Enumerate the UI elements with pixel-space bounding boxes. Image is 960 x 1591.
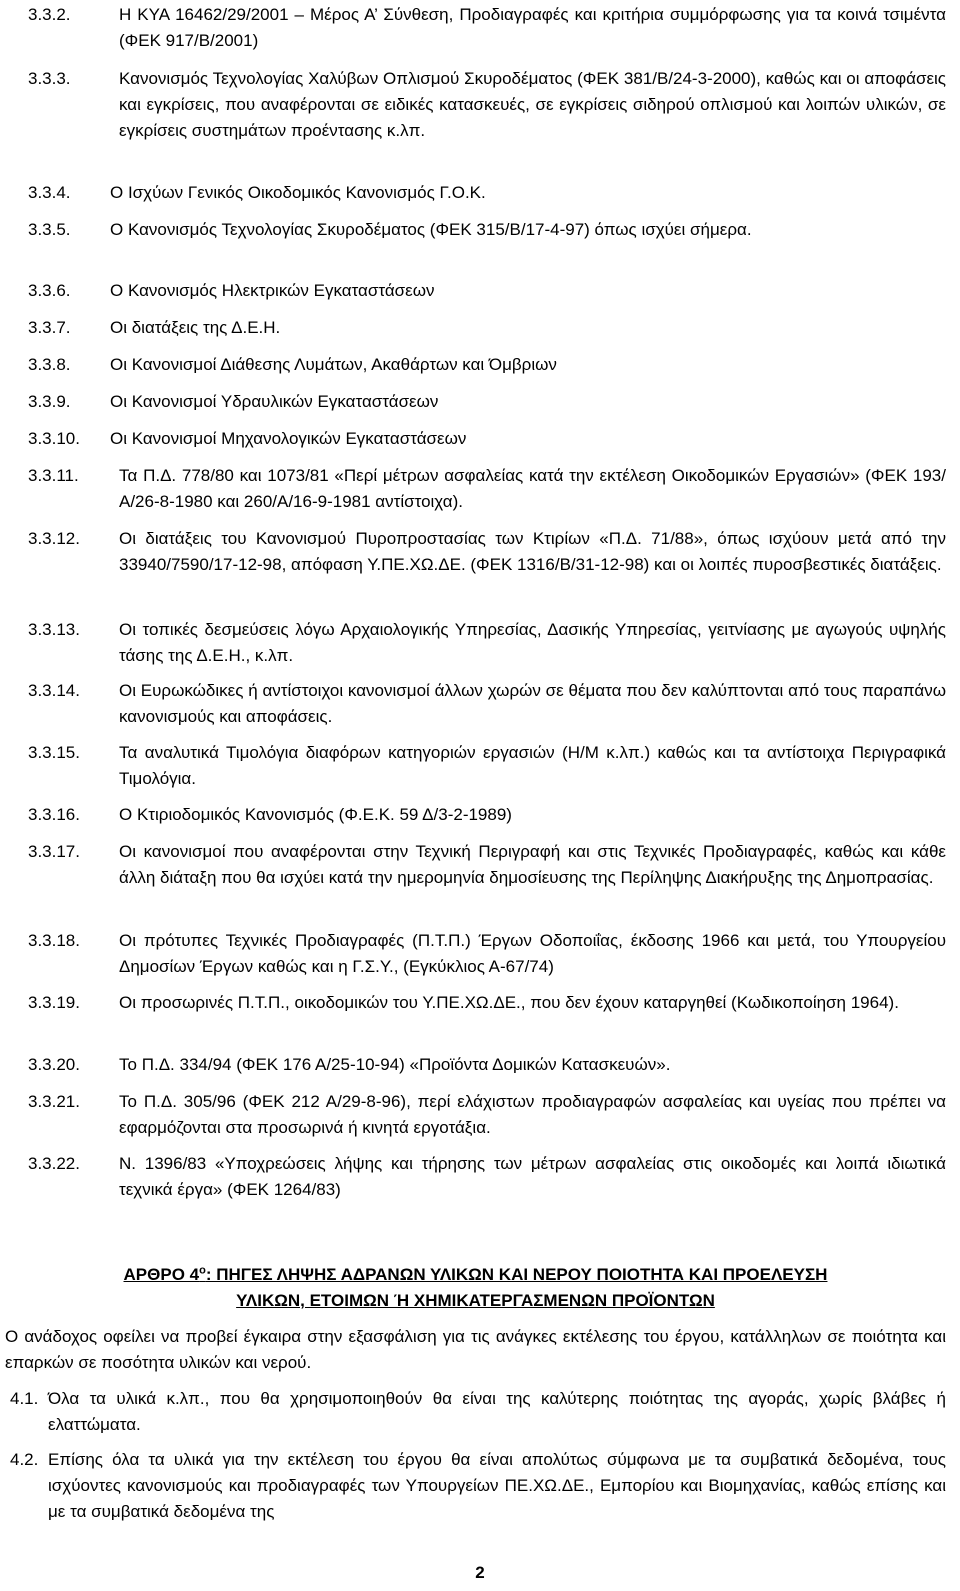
article-heading-line: ΥΛΙΚΩΝ, ΕΤΟΙΜΩΝ Ή ΧΗΜΙΚΑΤΕΡΓΑΣΜΕΝΩΝ ΠΡΟΪΟΝΤΩΝ	[236, 1291, 715, 1310]
item-number: 4.2.	[10, 1450, 39, 1469]
item-text: Οι Ευρωκώδικες ή αντίστοιχοι κανονισμοί άλλων χωρών σε θέματα που δεν καλύπτονται από τους παραπάνω κανονισμούς και αποφάσεις.	[119, 681, 946, 726]
item-number: 3.3.16.	[28, 805, 80, 824]
item-number: 3.3.18.	[28, 931, 80, 950]
item-text: Το Π.Δ. 334/94 (ΦΕΚ 176 Α/25-10-94) «Προϊόντα Δομικών Κατασκευών».	[119, 1055, 671, 1074]
item-text: Οι διατάξεις της Δ.Ε.Η.	[110, 318, 281, 337]
item-text: Οι πρότυπες Τεχνικές Προδιαγραφές (Π.Τ.Π.) Έργων Οδοποιΐας, έκδοσης 1966 και μετά, του Υπουργείου Δημοσίων Έργων καθώς και η Γ.Σ.Υ., (Εγκύκλιος Α-67/74)	[119, 931, 946, 976]
item-number: 3.3.4.	[28, 183, 71, 202]
item-number: 3.3.21.	[28, 1092, 80, 1111]
item-number: 3.3.13.	[28, 620, 80, 639]
item-number: 3.3.22.	[28, 1154, 80, 1173]
item-number: 3.3.9.	[28, 392, 71, 411]
item-number: 3.3.10.	[28, 429, 80, 448]
item-number: 3.3.11.	[28, 466, 79, 485]
page-number: 2	[475, 1563, 485, 1582]
item-number: 3.3.2.	[28, 5, 71, 24]
item-number: 3.3.19.	[28, 993, 80, 1012]
item-text: Κανονισμός Τεχνολογίας Χαλύβων Οπλισμού Σκυροδέματος (ΦΕΚ 381/Β/24-3-2000), καθώς και οι αποφάσεις και εγκρίσεις, που αναφέρονται σε ειδικές κατασκευές, σε εγκρίσεις σιδηρού οπλισμού και λοιπών υλικών, σε εγκρίσεις συστημάτων προέντασης κ.λπ.	[119, 69, 946, 140]
item-text: Ο Κανονισμός Ηλεκτρικών Εγκαταστάσεων	[110, 281, 435, 300]
item-number: 3.3.20.	[28, 1055, 80, 1074]
item-text: Οι Κανονισμοί Υδραυλικών Εγκαταστάσεων	[110, 392, 439, 411]
item-text: Οι τοπικές δεσμεύσεις λόγω Αρχαιολογικής Υπηρεσίας, Δασικής Υπηρεσίας, γειτνίασης με αγωγούς υψηλής τάσης της Δ.Ε.Η., κ.λπ.	[119, 620, 946, 665]
item-text: Ο Κτιριοδομικός Κανονισμός (Φ.Ε.Κ. 59 Δ/3-2-1989)	[119, 805, 512, 824]
article-heading-line: ΑΡΘΡΟ $4^o$: ΠΗΓΕΣ ΛΗΨΗΣ ΑΔΡΑΝΩΝ ΥΛΙΚΩΝ ΚΑΙ ΝΕΡΟΥ ΠΟΙΟΤΗΤΑ ΚΑΙ ΠΡΟΕΛΕΥΣΗ	[123, 1264, 828, 1284]
item-number: 3.3.7.	[28, 318, 71, 337]
item-number: 3.3.15.	[28, 743, 80, 762]
item-number: 4.1.	[10, 1389, 39, 1408]
item-text: Το Π.Δ. 305/96 (ΦΕΚ 212 Α/29-8-96), περί ελάχιστων προδιαγραφών ασφαλείας και υγείας που πρέπει να εφαρμόζονται στα προσωρινά ή κινητά εργοτάξια.	[119, 1092, 946, 1137]
item-number: 3.3.12.	[28, 529, 80, 548]
item-text: Η ΚΥΑ 16462/29/2001 – Μέρος Α’ Σύνθεση, Προδιαγραφές και κριτήρια συμμόρφωσης για τα κοινά τσιμέντα (ΦΕΚ 917/Β/2001)	[119, 5, 946, 50]
item-text: Οι Κανονισμοί Μηχανολογικών Εγκαταστάσεων	[110, 429, 467, 448]
item-text: Τα αναλυτικά Τιμολόγια διαφόρων κατηγοριών εργασιών (Η/Μ κ.λπ.) καθώς και τα αντίστοιχα Περιγραφικά Τιμολόγια.	[119, 743, 946, 788]
item-number: 3.3.14.	[28, 681, 80, 700]
item-text: Όλα τα υλικά κ.λπ., που θα χρησιμοποιηθούν θα είναι της καλύτερης ποιότητας της αγοράς, χωρίς βλάβες ή ελαττώματα.	[48, 1389, 946, 1434]
article-heading	[5, 1262, 946, 1314]
item-number: 3.3.8.	[28, 355, 71, 374]
item-text: Οι Κανονισμοί Διάθεσης Λυμάτων, Ακαθάρτων και Όμβριων	[110, 355, 557, 374]
article-intro: Ο ανάδοχος οφείλει να προβεί έγκαιρα στην εξασφάλιση για τις ανάγκες εκτέλεσης του έργου, κατάλληλων σε ποιότητα και επαρκών σε ποσότητα υλικών και νερού.	[5, 1327, 946, 1372]
item-text: Ο Κανονισμός Τεχνολογίας Σκυροδέματος (ΦΕΚ 315/Β/17-4-97) όπως ισχύει σήμερα.	[110, 220, 752, 239]
item-text: Οι κανονισμοί που αναφέρονται στην Τεχνική Περιγραφή και στις Τεχνικές Προδιαγραφές, καθώς και κάθε άλλη διάταξη που θα ισχύει κατά την ημερομηνία δημοσίευσης της Περίληψης Διακήρυξης της Δημοπρασίας.	[119, 842, 946, 887]
item-number: 3.3.17.	[28, 842, 80, 861]
item-number: 3.3.5.	[28, 220, 71, 239]
item-text: Οι διατάξεις του Κανονισμού Πυροπροστασίας των Κτιρίων «Π.Δ. 71/88», όπως ισχύουν μετά από την 33940/7590/17-12-98, απόφαση Υ.ΠΕ.ΧΩ.ΔΕ. (ΦΕΚ 1316/Β/31-12-98) και οι λοιπές πυροσβεστικές διατάξεις.	[119, 529, 946, 574]
item-text: Τα Π.Δ. 778/80 και 1073/81 «Περί μέτρων ασφαλείας κατά την εκτέλεση Οικοδομικών Εργασιών» (ΦΕΚ 193/Α/26-8-1980 και 260/Α/16-9-1981 αντίστοιχα).	[119, 466, 946, 511]
item-number: 3.3.3.	[28, 69, 71, 88]
item-text: Ο Ισχύων Γενικός Οικοδομικός Κανονισμός Γ.Ο.Κ.	[110, 183, 486, 202]
item-text: Επίσης όλα τα υλικά για την εκτέλεση του έργου θα είναι απολύτως σύμφωνα με τα συμβατικά δεδομένα, τους ισχύοντες κανονισμούς και προδιαγραφές των Υπουργείων ΠΕ.ΧΩ.ΔΕ., Εμπορίου και Βιομηχανίας, καθώς επίσης και με τα συμβατικά δεδομένα της	[48, 1450, 946, 1521]
item-text: Οι προσωρινές Π.Τ.Π., οικοδομικών του Υ.ΠΕ.ΧΩ.ΔΕ., που δεν έχουν καταργηθεί (Κωδικοποίηση 1964).	[119, 993, 899, 1012]
item-text: Ν. 1396/83 «Υποχρεώσεις λήψης και τήρησης των μέτρων ασφαλείας στις οικοδομές και λοιπά ιδιωτικά τεχνικά έργα» (ΦΕΚ 1264/83)	[119, 1154, 946, 1199]
ordinal-superscript: ο	[199, 1264, 206, 1277]
item-number: 3.3.6.	[28, 281, 71, 300]
